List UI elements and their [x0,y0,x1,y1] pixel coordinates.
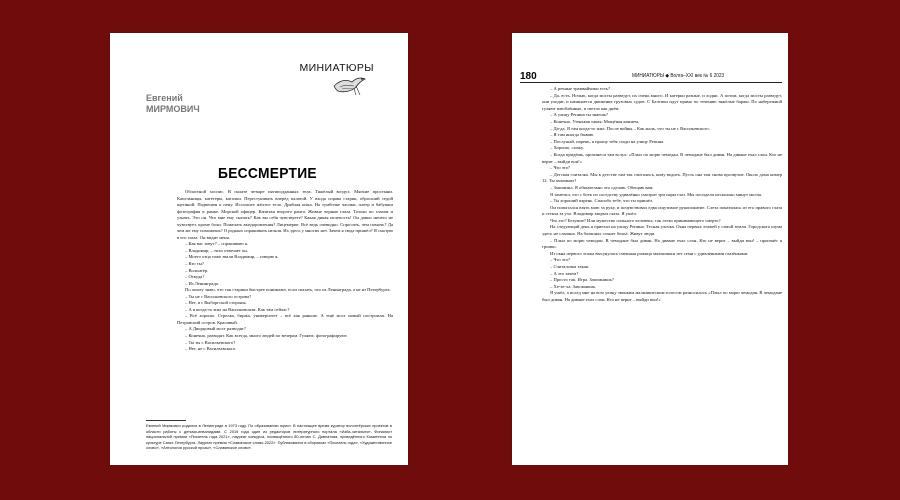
paragraph: – Хе-хе-ха. Запомнишь. [550,283,597,289]
author-last-name: МИРМОВИЧ [146,104,200,114]
section-heading: МИНИАТЮРЫ [299,62,374,74]
paragraph: – Кто ты? [185,261,204,267]
paragraph: – Конечно, разводят. Как всегда, много людей по вечерам. Гуляют, фотографируют. [185,333,348,339]
story-text-left [177,189,393,353]
paragraph: – Моего отца тоже звали Владимир, – говорю я. [185,254,279,260]
paragraph: – А улицу Репина ты знаешь? [550,112,609,118]
author-name [146,93,256,115]
paragraph: – Что это? [550,257,571,263]
paragraph: – Владимир, – тихо отвечает он. [185,247,248,253]
author-first-name: Евгений [146,93,183,103]
paragraph: Я ушёл, а вслед мне на всю улицу звонким мальчишеским голосом разносилось «Плыл по морю чемодан. В чемодане был диван. На диване ехал слон. Кто не верит – выйди вон!» [542,290,782,302]
paragraph: – Хорошо, схожу. [550,145,584,151]
paragraph: Что это? Безумие? Или мужество сильного человека, так легко принимающего смерть? [550,217,721,223]
running-head: МИНИАТЮРЫ ◆ Волга–XXI век № 6 2023 [632,73,725,79]
paragraph: – Да-да. Я там когда-то жил. После войны... Как жаль, что ты не с Васильевского. [550,125,710,131]
paragraph: – Нет, я с Выборгской стороны. [185,300,247,306]
paragraph: – Волонтёр. [185,267,209,273]
paragraph: – Конечно. Узенькая такая. Мощёная камнем. [550,118,640,124]
paragraph: – Из Ленинграда. [185,280,219,286]
paragraph: Он попытался взять мою за руку, и почувствовал едва ощутимое рукопожатие. Слеза покатилась из его правого глаза и стекла за ухо. Владимир закрыл глаза. Я ушёл. [542,204,782,217]
story-title: БЕССМЕРТИЕ [218,165,317,182]
paragraph: – А я когда-то жил на Васильевском. Как там сейчас? [185,306,290,312]
paragraph: – Я там иногда бываю. [550,132,595,138]
paragraph: – Как вас зовут? – спрашиваю я. [185,241,249,247]
paragraph: – Всё хорошо. Стрелка, биржа, университет – всё как раньше. А ещё мост новый построили. На Петровский остров. Красивый. [177,313,393,325]
paragraph: – Запомнил. Я обязательно это сделаю. Обещаю вам. [550,184,654,190]
story-text-right [542,86,782,304]
paragraph: – Плыл по морю чемодан. В чемодане был диван. На диване ехал слон. Кто не верит – выйди вон! – произнёс я громко. [542,237,782,250]
paragraph: – Да, есть. Ночью, когда мосты разведут, их очень много. И катерки разные, и лодки. А потом, когда мосты разведут, они уходят, и начинается движение грузовых судов. С Балтики идут прямо по течению тяжёлые баржи. По набережной гуляют влюблённые, и светло как днём. [542,92,782,111]
paragraph: – Что это? [550,165,571,171]
paragraph: – Когда придёшь, произнеси там вслух: «Плыл по морю чемодан. В чемодане был диван. На диване ехал слон. Кто не верит – выйди вон!» [542,151,782,164]
footnote-divider [146,420,186,421]
paragraph: На следующий день я приехал на улицу Репина. Тесная улочка. Окна первых этажей у самой земли. Городского шума здесь не слышно. На балконах сохнет бельё. Живут люди. [542,224,782,237]
right-page [512,33,788,465]
paragraph: – Послушай, парень, я прошу тебя сходи на улицу Репина. [550,138,665,144]
paragraph: – А Дворцовый мост разводят? [185,326,246,332]
page-number: 180 [520,71,537,82]
left-page [110,33,408,465]
paragraph: По опыту знаю, что так старики быстрее понимают, если сказать, что из Ленинграда, а не из Петербурга. [185,287,391,293]
paragraph: – Ты хороший парень. Спасибо тебе, что ты пришёл. [550,198,654,204]
paragraph: – Ты не с Васильевского острова? [185,293,252,299]
paragraph: Я заметил, что с боек по соседству удивлённо смотрит три пары глаз. Мы посидели несколько минут молча. [550,191,763,197]
header-rule [520,82,782,83]
paragraph: – А речные трамвайчики есть? [550,86,611,91]
paragraph: Областной хоспис. В палате четыре пятиподданных тела. Тяжёлый воздух. Мягкие простыни. Капельницы, катетеры, каталки. Перестукивать вперёд палатой. У входа справа старик, обросший седой щетиной. Подвешен к пену. Иссохшее жёлтое тело. Дряблая кожа. На тумбочке часики, плеер и бабушки фотография в рамке. Морской офицер. Капитан второго ранга. Живые черные глаза. Только по глазам и узнать. Это он. Что мне ему сказать? Как вы себя чувствуете? Какая дикая нелепость! Он давно ничего не чувствует, кроме боли. Пожелать выздоровления? Лицемерие. Всё ведь очевидно. Спросить, чем помочь? Да чем же ему поможешь? О родных спрашивать нельзя. Их здесь у многих нет. Зачем я сюда пришёл? Я смотрю в его глаза. Он видит меня. [177,189,393,240]
paragraph: Из окна первого этажа высунулась смешная рожица мальчишки лет семи с удивлёнными глазёнками. [550,250,749,256]
paragraph: – А это зачем? [550,270,579,276]
paragraph: – Детская считалка. Мы в детстве там так считались, кому водить. Пусть она там снова прозвучит. Около дома номер 12. Ты запомнил? [542,171,782,184]
author-bio-footnote: Евгений Мирмович родился в Ленинграде в 1973 году. По образованию юрист. В настоящее время куратор волонтёрских проектов в области работы с детьми-инвалидами. С 2019 года один из редакторов литературного портала «Изба-читальня». Финалист национальной премии «Писатель года 2021», лауреат конкурса, посвящённого 80-летию С. Довлатова, проведённого Комитетом по культуре Санкт-Петербурга. Лауреат премии «Славянское слово-2022». Публиковался в сборниках «Писатель года», «Художественное слово», «Антология русской прозы», «Славянское слово». [146,423,392,450]
paragraph: – Откуда? [185,274,205,280]
paragraph: – Нет, не с Васильевского. [185,346,237,352]
paragraph: – Ты ты с Васильевского? [185,339,236,345]
paragraph: – Считалочка такая. [550,264,590,270]
paragraph: – Просто так. Игра. Запомнишь? [550,277,614,283]
bird-illustration-icon [332,74,366,96]
